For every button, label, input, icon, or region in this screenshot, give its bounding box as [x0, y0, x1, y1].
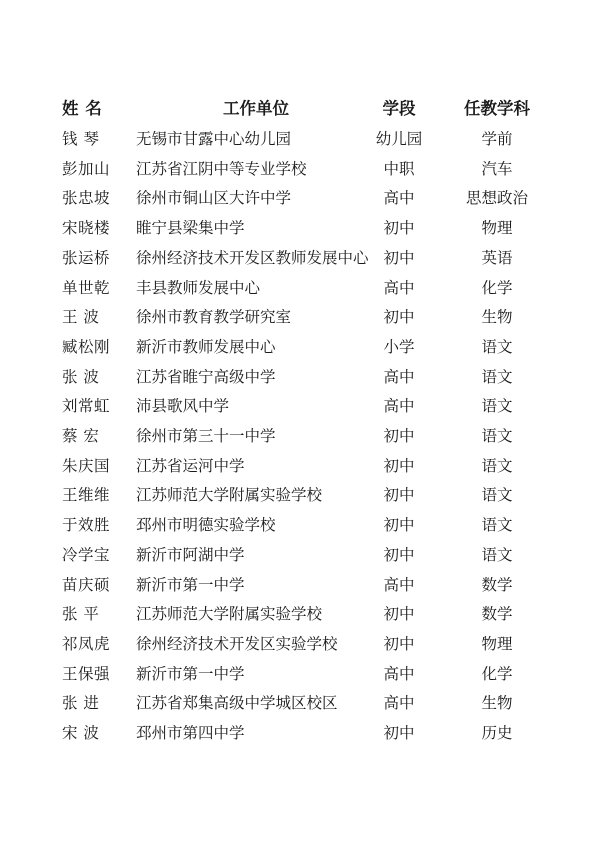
cell-org: 新沂市第一中学 [136, 575, 245, 594]
cell-org: 新沂市第一中学 [136, 664, 245, 683]
cell-name: 钱 琴 [62, 130, 100, 148]
cell-org: 江苏省江阴中等专业学校 [136, 159, 307, 178]
cell-stage: 幼儿园 [375, 130, 423, 148]
cell-org: 徐州市第三十一中学 [136, 427, 276, 445]
cell-name: 张 进 [62, 694, 100, 713]
cell-name: 王保强 [62, 664, 111, 683]
cell-name: 彭加山 [62, 159, 111, 178]
cell-stage: 高中 [383, 664, 415, 683]
cell-stage: 高中 [383, 367, 415, 386]
cell-org: 江苏省郑集高级中学城区校区 [136, 694, 338, 713]
table-row [0, 184, 600, 214]
table-row [0, 689, 600, 719]
cell-stage: 初中 [383, 248, 415, 267]
table-row [0, 452, 600, 482]
table-row [0, 363, 600, 393]
cell-stage: 中职 [383, 159, 415, 178]
table-row [0, 541, 600, 571]
cell-stage: 初中 [383, 486, 415, 505]
cell-subject: 历史 [481, 724, 513, 742]
table-row [0, 392, 600, 422]
cell-subject: 化学 [481, 278, 513, 297]
cell-subject: 英语 [481, 248, 513, 267]
cell-subject: 物理 [481, 634, 513, 653]
cell-org: 徐州经济技术开发区教师发展中心 [136, 248, 369, 267]
table-row [0, 155, 600, 185]
cell-name: 宋晓楼 [62, 219, 111, 238]
header-org: 工作单位 [223, 99, 289, 118]
cell-subject: 数学 [481, 575, 513, 594]
cell-stage: 初中 [383, 308, 415, 327]
cell-org: 新沂市阿湖中学 [136, 545, 245, 564]
cell-stage: 初中 [383, 219, 415, 238]
cell-subject: 思想政治 [465, 189, 528, 208]
cell-subject: 语文 [481, 486, 513, 505]
cell-stage: 初中 [383, 545, 415, 564]
cell-org: 沛县歌风中学 [136, 397, 230, 416]
table-row [0, 511, 600, 541]
table-row [0, 719, 600, 749]
cell-org: 徐州经济技术开发区实验学校 [136, 634, 338, 653]
cell-stage: 初中 [383, 427, 415, 445]
cell-org: 新沂市教师发展中心 [136, 337, 276, 356]
cell-stage: 初中 [383, 724, 415, 742]
cell-subject: 数学 [481, 605, 513, 624]
cell-stage: 高中 [383, 278, 415, 297]
cell-org: 无锡市甘露中心幼儿园 [136, 130, 292, 148]
table-row [0, 660, 600, 690]
cell-org: 邳州市明德实验学校 [136, 516, 276, 535]
cell-name: 张运桥 [62, 248, 111, 267]
cell-stage: 初中 [383, 516, 415, 535]
cell-name: 臧松刚 [62, 337, 111, 356]
cell-name: 刘常虹 [62, 397, 111, 416]
table-row [0, 481, 600, 511]
cell-name: 宋 波 [62, 724, 100, 742]
cell-org: 徐州市教育教学研究室 [136, 308, 292, 327]
cell-stage: 初中 [383, 605, 415, 624]
cell-name: 单世乾 [62, 278, 111, 297]
cell-subject: 语文 [481, 456, 513, 475]
cell-subject: 学前 [481, 130, 513, 148]
cell-name: 张忠坡 [62, 189, 111, 208]
cell-name: 于效胜 [62, 516, 111, 535]
cell-subject: 物理 [481, 219, 513, 238]
table-row [0, 422, 600, 452]
table-row [0, 214, 600, 244]
cell-name: 蔡 宏 [62, 427, 100, 445]
cell-stage: 高中 [383, 189, 415, 208]
table-row [0, 571, 600, 601]
cell-org: 江苏省运河中学 [136, 456, 245, 475]
table-header-row [0, 94, 600, 124]
cell-org: 徐州市铜山区大许中学 [136, 189, 292, 208]
cell-org: 丰县教师发展中心 [136, 278, 261, 297]
table-row [0, 125, 600, 155]
cell-subject: 生物 [481, 694, 513, 713]
cell-subject: 语文 [481, 516, 513, 535]
cell-name: 苗庆硕 [62, 575, 111, 594]
cell-subject: 语文 [481, 367, 513, 386]
cell-subject: 生物 [481, 308, 513, 327]
cell-subject: 语文 [481, 337, 513, 356]
cell-stage: 初中 [383, 634, 415, 653]
table-row [0, 303, 600, 333]
table-row [0, 333, 600, 363]
header-name: 姓 名 [62, 99, 103, 118]
table-row [0, 274, 600, 304]
cell-name: 祁凤虎 [62, 634, 111, 653]
cell-org: 邳州市第四中学 [136, 724, 245, 742]
cell-subject: 语文 [481, 545, 513, 564]
cell-stage: 高中 [383, 397, 415, 416]
cell-stage: 小学 [383, 337, 415, 356]
cell-name: 张 波 [62, 367, 100, 386]
header-subject: 任教学科 [464, 99, 530, 118]
cell-org: 江苏师范大学附属实验学校 [136, 605, 323, 624]
cell-stage: 高中 [383, 575, 415, 594]
cell-subject: 汽车 [481, 159, 513, 178]
cell-stage: 初中 [383, 456, 415, 475]
cell-org: 江苏省睢宁高级中学 [136, 367, 276, 386]
cell-subject: 语文 [481, 427, 513, 445]
table-row [0, 244, 600, 274]
table-row [0, 600, 600, 630]
cell-name: 冷学宝 [62, 545, 111, 564]
cell-name: 张 平 [62, 605, 100, 624]
table-row [0, 630, 600, 660]
cell-name: 王 波 [62, 308, 100, 327]
cell-subject: 化学 [481, 664, 513, 683]
cell-name: 王维维 [62, 486, 111, 505]
cell-subject: 语文 [481, 397, 513, 416]
cell-org: 江苏师范大学附属实验学校 [136, 486, 323, 505]
cell-org: 睢宁县梁集中学 [136, 219, 245, 238]
cell-stage: 高中 [383, 694, 415, 713]
header-stage: 学段 [382, 99, 416, 118]
cell-name: 朱庆国 [62, 456, 111, 475]
